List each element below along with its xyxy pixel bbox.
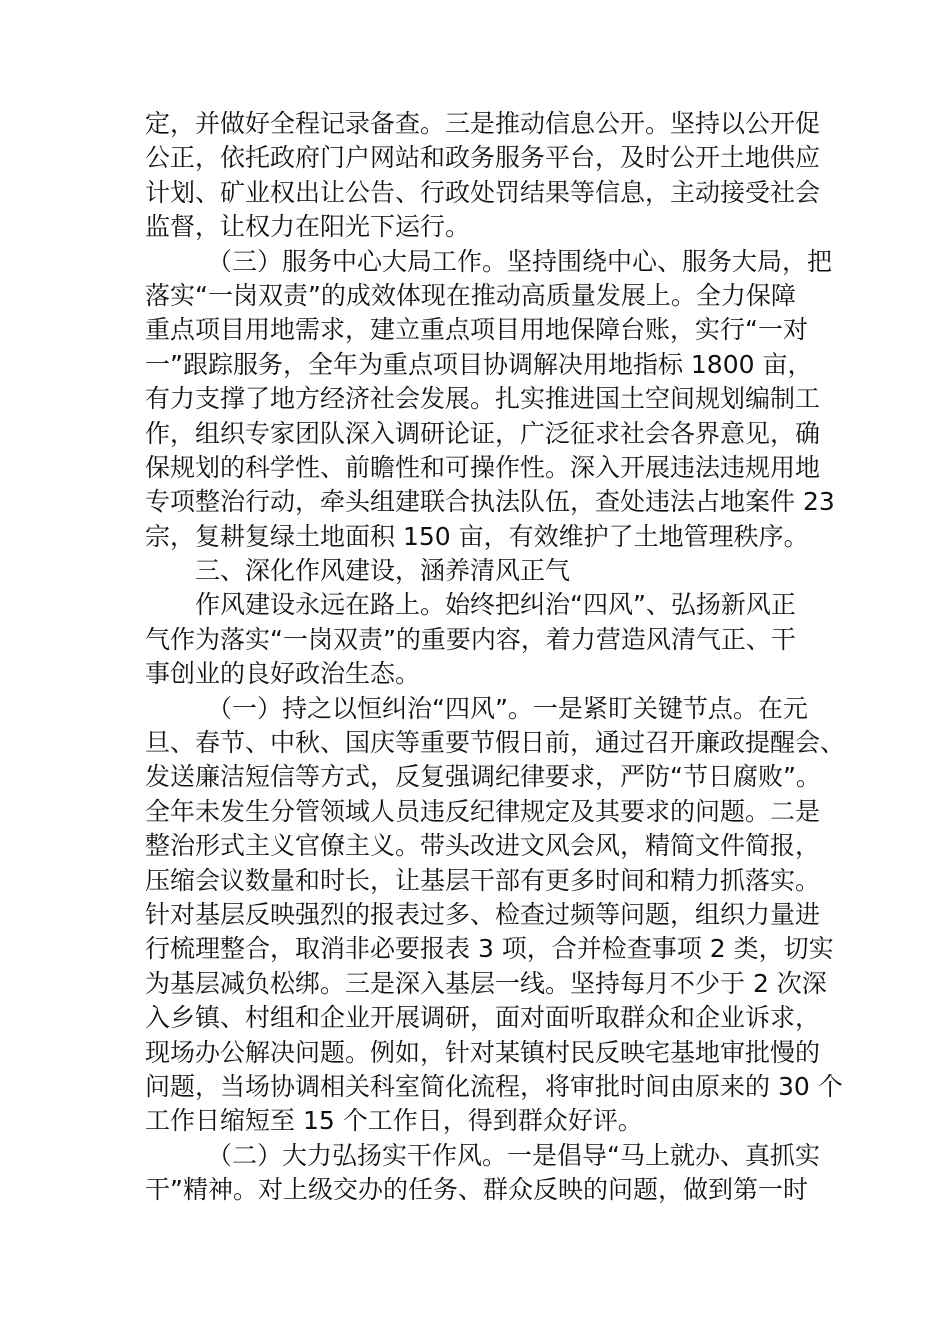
- text-line: 有力支撑了地方经济社会发展。扎实推进国土空间规划编制工: [145, 384, 821, 414]
- text-line: 工作日缩短至 15 个工作日，得到群众好评。: [145, 1106, 643, 1136]
- text-line: 整治形式主义官僚主义。带头改进文风会风，精简文件简报，: [145, 831, 821, 861]
- text-line: 针对基层反映强烈的报表过多、检查过频等问题，组织力量进: [145, 899, 821, 929]
- text-line: 计划、矿业权出让公告、行政处罚结果等信息，主动接受社会: [145, 177, 821, 207]
- text-line: 落实“一岗双责”的成效体现在推动高质量发展上。全力保障: [145, 280, 796, 310]
- text-line: 行梳理整合，取消非必要报表 3 项，合并检查事项 2 类，切实: [145, 934, 834, 964]
- text-line: 专项整治行动，牵头组建联合执法队伍，查处违法占地案件 23: [145, 487, 835, 517]
- chapter-heading-3: 三、深化作风建设，涵养清风正气: [195, 556, 571, 586]
- text-line: 问题，当场协调相关科室简化流程，将审批时间由原来的 30 个: [145, 1071, 843, 1101]
- text-line: 压缩会议数量和时长，让基层干部有更多时间和精力抓落实。: [145, 865, 821, 895]
- text-line: 发送廉洁短信等方式，反复强调纪律要求，严防“节日腐败”。: [145, 762, 821, 792]
- text-line: 事创业的良好政治生态。: [145, 659, 421, 689]
- text-line: 作风建设永远在路上。始终把纠治“四风”、弘扬新风正: [195, 590, 796, 620]
- text-line: 一”跟踪服务，全年为重点项目协调解决用地指标 1800 亩，: [145, 349, 813, 379]
- text-line: 入乡镇、村组和企业开展调研，面对面听取群众和企业诉求，: [145, 1003, 821, 1033]
- text-line: 气作为落实“一岗双责”的重要内容，着力营造风清气正、干: [145, 624, 796, 654]
- text-line: 旦、春节、中秋、国庆等重要节假日前，通过召开廉政提醒会、: [145, 728, 846, 758]
- text-line: 作，组织专家团队深入调研论证，广泛征求社会各界意见，确: [145, 418, 821, 448]
- text-line: 干”精神。对上级交办的任务、群众反映的问题，做到第一时: [145, 1175, 808, 1205]
- section-heading-2: （二）大力弘扬实干作风。一是倡导“马上就办、真抓实: [207, 1140, 820, 1170]
- text-line: 监督，让权力在阳光下运行。: [145, 212, 471, 242]
- text-line: 为基层减负松绑。三是深入基层一线。坚持每月不少于 2 次深: [145, 968, 827, 998]
- text-line: 定，并做好全程记录备查。三是推动信息公开。坚持以公开促: [145, 109, 821, 138]
- text-line: 重点项目用地需求，建立重点项目用地保障台账，实行“一对: [145, 315, 808, 345]
- text-line: 现场办公解决问题。例如，针对某镇村民反映宅基地审批慢的: [145, 1037, 821, 1067]
- text-line: 公正，依托政府门户网站和政务服务平台，及时公开土地供应: [145, 143, 821, 173]
- section-heading-1: （一）持之以恒纠治“四风”。一是紧盯关键节点。在元: [207, 693, 808, 723]
- text-line: 全年未发生分管领域人员违反纪律规定及其要求的问题。二是: [145, 796, 821, 826]
- body-text: [145, 107, 846, 1208]
- text-line: 保规划的科学性、前瞻性和可操作性。深入开展违法违规用地: [145, 452, 821, 482]
- section-heading-3: （三）服务中心大局工作。坚持围绕中心、服务大局，把: [207, 246, 833, 276]
- text-line: 宗，复耕复绿土地面积 150 亩，有效维护了土地管理秩序。: [145, 521, 809, 551]
